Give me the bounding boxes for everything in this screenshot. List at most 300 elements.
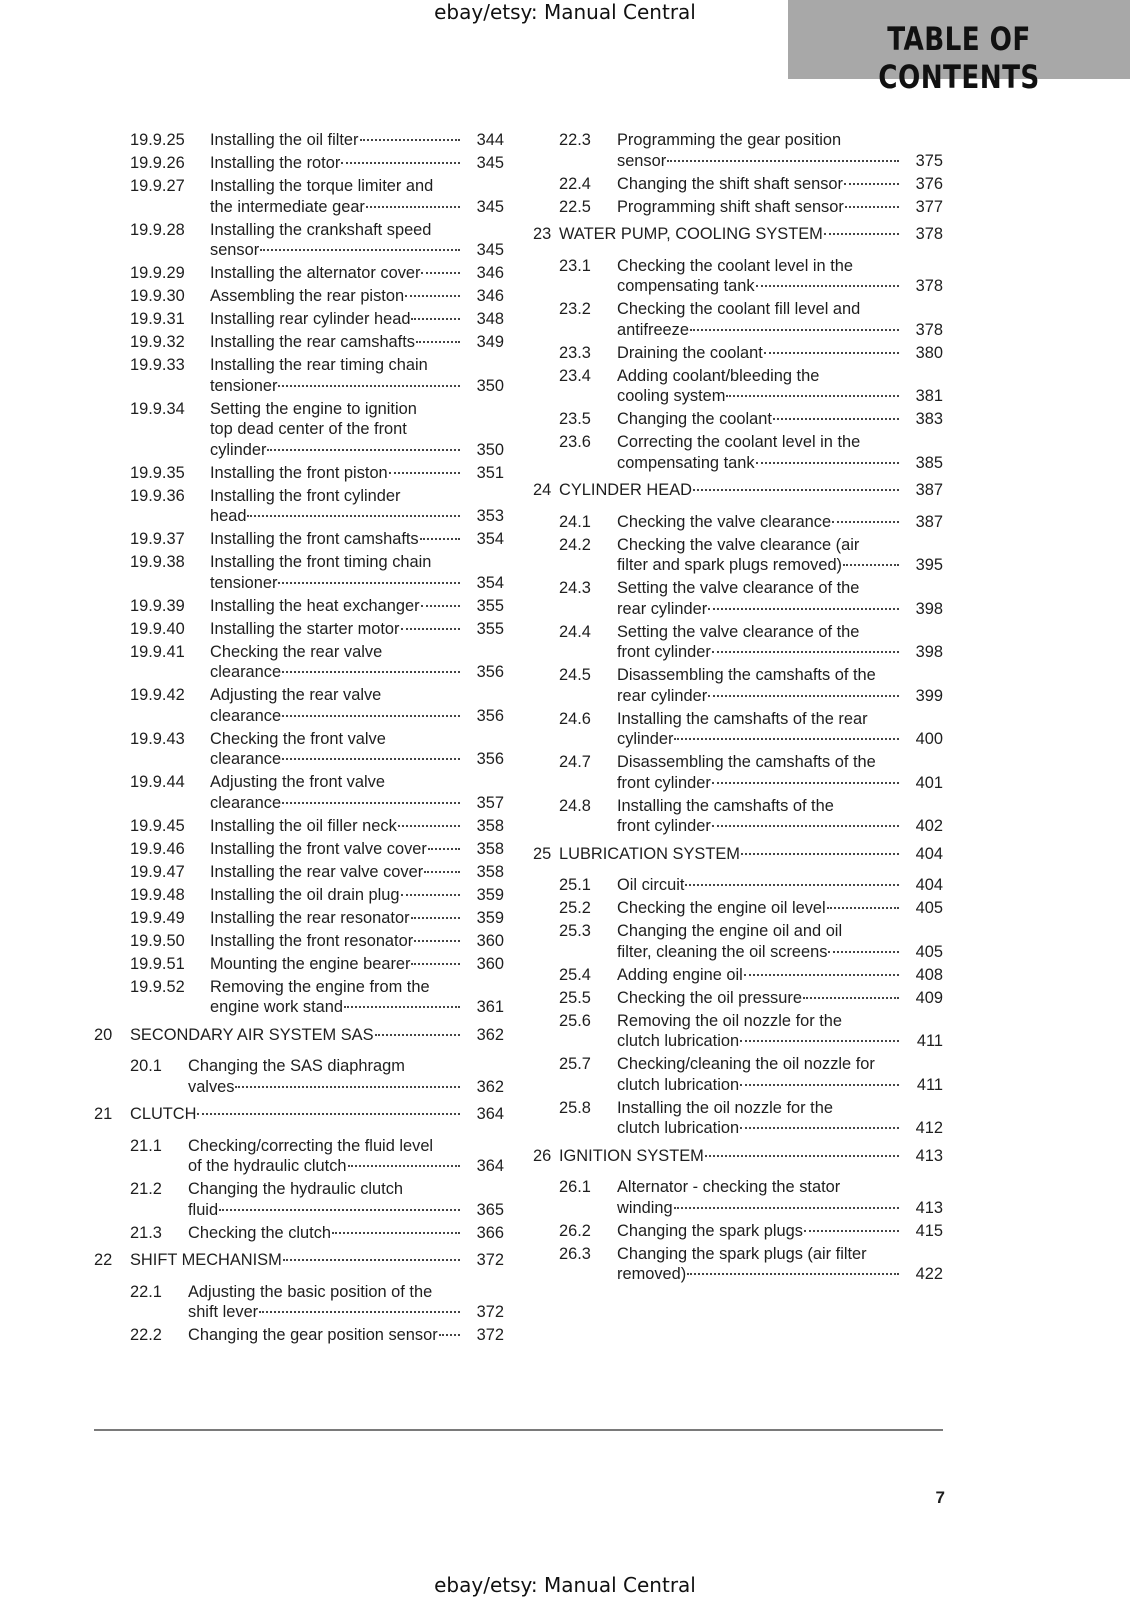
toc-entry[interactable] xyxy=(94,954,504,975)
toc-entry-page: 345 xyxy=(476,197,504,216)
toc-entry-number: 19.9.29 xyxy=(130,264,185,282)
toc-entry-title-text: front cylinder xyxy=(617,643,711,661)
toc-entry[interactable] xyxy=(533,875,943,896)
dot-leader xyxy=(282,758,460,760)
toc-entry-page: 387 xyxy=(915,512,943,531)
dot-leader xyxy=(282,802,460,804)
toc-entry-title-line: Installing the torque limiter and xyxy=(210,177,434,195)
toc-entry-title-line xyxy=(617,729,903,750)
toc-entry-page: 402 xyxy=(915,817,943,835)
dot-leader xyxy=(744,974,899,976)
dot-leader xyxy=(764,352,899,354)
toc-entry-title-line xyxy=(210,440,464,461)
toc-entry[interactable] xyxy=(533,512,943,533)
toc-entry-title-text: CYLINDER HEAD xyxy=(559,481,692,499)
toc-entry-number: 19.9.45 xyxy=(130,816,185,835)
toc-entry-page: 344 xyxy=(476,131,504,149)
dot-leader xyxy=(674,738,899,740)
toc-entry-page: 372 xyxy=(476,1326,504,1344)
toc-entry-title-line: top dead center of the front xyxy=(210,420,407,438)
toc-entry-title-text: Installing the oil filler neck xyxy=(210,816,397,835)
toc-entry-title-line: Programming the gear position xyxy=(617,131,842,149)
toc-entry[interactable] xyxy=(533,174,943,195)
toc-entry-title-line xyxy=(559,1146,903,1167)
dot-leader xyxy=(804,1230,899,1232)
toc-entry[interactable] xyxy=(94,642,504,683)
toc-entry-number: 19.9.25 xyxy=(130,131,185,149)
toc-entry[interactable] xyxy=(94,220,504,261)
toc-entry-title-line: Adjusting the basic position of the xyxy=(188,1282,433,1301)
toc-entry-number: 19.9.36 xyxy=(130,486,185,505)
toc-entry-title-text: compensating tank xyxy=(617,277,755,295)
toc-entry-title-line xyxy=(210,332,464,353)
toc-entry[interactable] xyxy=(94,1223,504,1244)
toc-entry-title-line xyxy=(210,619,464,640)
toc-entry[interactable] xyxy=(94,130,504,151)
toc-entry[interactable] xyxy=(94,263,504,284)
toc-entry-title-text: head xyxy=(210,507,247,525)
toc-entry[interactable] xyxy=(94,355,504,396)
dot-leader xyxy=(828,951,899,953)
toc-entry-title-text: Installing the front camshafts xyxy=(210,530,419,548)
toc-entry-title-line: Checking the front valve xyxy=(210,729,386,748)
toc-entry-title-line xyxy=(617,875,903,896)
toc-entry-number: 19.9.52 xyxy=(130,977,185,996)
dot-leader xyxy=(401,628,461,630)
toc-entry-page: 376 xyxy=(915,174,943,193)
toc-entry[interactable] xyxy=(533,343,943,364)
toc-entry-title-text: Installing the oil drain plug xyxy=(210,885,400,904)
toc-entry[interactable] xyxy=(533,1177,943,1218)
toc-entry-number: 24 xyxy=(533,481,552,499)
toc-entry-title-line xyxy=(617,988,903,1009)
dot-leader xyxy=(674,1207,899,1209)
toc-entry-number: 23.1 xyxy=(559,256,591,275)
toc-entry[interactable] xyxy=(533,622,943,663)
toc-entry-title-text: compensating tank xyxy=(617,453,755,472)
toc-entry-number: 19.9.31 xyxy=(130,310,185,328)
toc-entry-page: 399 xyxy=(915,686,943,705)
toc-entry[interactable] xyxy=(94,153,504,174)
toc-entry-title-text: valves xyxy=(188,1077,235,1096)
toc-entry-title-text: Installing the heat exchanger xyxy=(210,596,420,615)
dot-leader xyxy=(421,272,460,274)
toc-entry-title-line xyxy=(188,1223,464,1244)
toc-entry-title-line xyxy=(617,1118,903,1139)
toc-entry-title-text: Changing the shift shaft sensor xyxy=(617,174,843,193)
toc-entry-title-line xyxy=(210,506,464,527)
dot-leader xyxy=(219,1209,460,1211)
dot-leader xyxy=(740,1127,899,1129)
dot-leader xyxy=(420,538,460,540)
toc-entry-title-text: WATER PUMP, COOLING SYSTEM xyxy=(559,225,823,243)
dot-leader xyxy=(366,206,460,208)
toc-entry[interactable] xyxy=(94,1179,504,1220)
toc-entry-title-text: shift lever xyxy=(188,1303,259,1321)
toc-entry-page: 405 xyxy=(915,899,943,917)
toc-entry-title-text: Installing the front piston xyxy=(210,463,388,482)
toc-entry[interactable] xyxy=(94,332,504,353)
toc-entry-number: 26.3 xyxy=(559,1244,591,1263)
toc-entry-number: 23.3 xyxy=(559,343,591,362)
toc-entry[interactable] xyxy=(94,685,504,726)
toc-entry-title-text: SHIFT MECHANISM xyxy=(130,1251,282,1269)
toc-entry-title-text: rear cylinder xyxy=(617,686,708,705)
toc-entry-page: 356 xyxy=(476,663,504,681)
toc-entry-title-text: IGNITION SYSTEM xyxy=(559,1146,704,1165)
toc-entry[interactable] xyxy=(533,796,943,837)
toc-entry-title-text: Installing the rear valve cover xyxy=(210,862,424,881)
toc-entry-number: 19.9.39 xyxy=(130,596,185,615)
toc-entry-title-text: tensioner xyxy=(210,573,278,592)
dot-leader xyxy=(197,1113,460,1115)
toc-entry-page: 408 xyxy=(915,965,943,984)
dot-leader xyxy=(424,871,460,873)
dot-leader xyxy=(690,329,899,331)
toc-entry[interactable] xyxy=(94,486,504,527)
dot-leader xyxy=(278,385,460,387)
toc-entry-page: 378 xyxy=(915,320,943,339)
toc-entry-title-text: Changing the gear position sensor xyxy=(188,1326,438,1344)
toc-entry-title-line xyxy=(210,816,464,837)
toc-entry-title-line: Changing the SAS diaphragm xyxy=(188,1057,405,1075)
toc-entry-page: 350 xyxy=(476,440,504,459)
toc-entry-number: 23.4 xyxy=(559,366,591,385)
toc-chapter[interactable] xyxy=(94,1025,504,1046)
toc-entry-title-text: Installing the rear resonator xyxy=(210,908,410,927)
toc-entry-number: 22 xyxy=(94,1251,113,1269)
page-number: 7 xyxy=(935,1488,945,1507)
toc-entry[interactable] xyxy=(533,1011,943,1052)
toc-entry-number: 22.4 xyxy=(559,174,591,193)
toc-entry-title-line xyxy=(210,263,464,284)
toc-entry-title-text: Draining the coolant xyxy=(617,343,763,362)
toc-entry-title-text: clutch lubrication xyxy=(617,1119,740,1137)
toc-entry-title-line xyxy=(210,376,464,397)
toc-entry-number: 22.1 xyxy=(130,1282,162,1301)
toc-entry-title-line xyxy=(617,773,903,794)
toc-entry-title-line xyxy=(210,793,464,814)
dot-leader xyxy=(235,1086,460,1088)
toc-entry-number: 24.4 xyxy=(559,622,591,641)
toc-entry-number: 22.2 xyxy=(130,1326,162,1344)
toc-entry-title-text: SECONDARY AIR SYSTEM SAS xyxy=(130,1025,374,1044)
dot-leader xyxy=(685,884,899,886)
toc-entry-page: 356 xyxy=(476,706,504,725)
toc-entry-page: 345 xyxy=(476,154,504,172)
toc-entry[interactable] xyxy=(94,862,504,883)
toc-entry-number: 21 xyxy=(94,1105,113,1123)
toc-entry-number: 24.2 xyxy=(559,535,591,554)
toc-entry[interactable] xyxy=(94,1056,504,1097)
toc-entry-title-line xyxy=(559,844,903,865)
toc-entry-title-text: front cylinder xyxy=(617,773,711,792)
toc-entry-number: 19.9.28 xyxy=(130,220,185,239)
toc-entry-title-text: clearance xyxy=(210,793,282,812)
toc-entry-title-text: tensioner xyxy=(210,376,278,395)
toc-entry-number: 26.1 xyxy=(559,1178,591,1196)
toc-entry-title-line xyxy=(210,954,464,975)
toc-entry[interactable] xyxy=(533,1221,943,1242)
toc-entry[interactable] xyxy=(94,931,504,952)
toc-entry-title-text: Oil circuit xyxy=(617,876,685,894)
toc-entry-number: 20 xyxy=(94,1025,113,1044)
toc-entry-number: 23.2 xyxy=(559,300,591,318)
toc-entry-page: 411 xyxy=(916,1075,943,1094)
toc-entry[interactable] xyxy=(533,256,943,297)
toc-entry[interactable] xyxy=(94,176,504,217)
toc-entry[interactable] xyxy=(533,535,943,576)
toc-entry-number: 25.4 xyxy=(559,965,591,984)
toc-entry[interactable] xyxy=(94,885,504,906)
toc-entry-title-text: sensor xyxy=(617,151,667,170)
toc-entry-number: 25.3 xyxy=(559,922,591,940)
toc-entry[interactable] xyxy=(94,399,504,461)
toc-entry-number: 19.9.32 xyxy=(130,333,185,351)
dot-leader xyxy=(282,671,460,673)
dot-leader xyxy=(712,782,899,784)
dot-leader xyxy=(832,521,899,523)
toc-entry-title-line xyxy=(130,1250,464,1271)
toc-entry-title-line: Checking the coolant level in the xyxy=(617,256,853,275)
toc-entry-page: 422 xyxy=(915,1265,943,1283)
dot-leader xyxy=(332,1232,460,1234)
toc-entry-page: 346 xyxy=(476,264,504,282)
toc-entry-number: 19.9.30 xyxy=(130,287,185,305)
toc-entry[interactable] xyxy=(94,908,504,929)
toc-entry-title-line: Installing the front cylinder xyxy=(210,486,401,505)
toc-entry[interactable] xyxy=(533,197,943,218)
toc-entry-title-line xyxy=(210,662,464,683)
toc-entry-title-line: Setting the valve clearance of the xyxy=(617,579,860,597)
toc-entry-title-line: Installing the oil nozzle for the xyxy=(617,1098,833,1117)
dot-leader xyxy=(348,1165,460,1167)
toc-entry[interactable] xyxy=(94,596,504,617)
toc-entry[interactable] xyxy=(533,432,943,473)
dot-leader xyxy=(259,1311,460,1313)
toc-entry-page: 360 xyxy=(476,954,504,973)
toc-entry[interactable] xyxy=(533,665,943,706)
toc-entry-title-line xyxy=(617,599,903,620)
toc-chapter[interactable] xyxy=(533,480,943,501)
toc-entry-page: 359 xyxy=(476,885,504,904)
toc-entry-title-text: Checking the valve clearance xyxy=(617,512,832,531)
dot-leader xyxy=(414,940,460,942)
toc-entry-page: 378 xyxy=(915,277,943,295)
toc-entry[interactable] xyxy=(94,1282,504,1323)
toc-entry[interactable] xyxy=(94,309,504,330)
toc-entry-page: 350 xyxy=(476,376,504,395)
toc-entry-title-line xyxy=(617,453,903,474)
toc-entry[interactable] xyxy=(533,1054,943,1095)
toc-entry-title-line xyxy=(210,862,464,883)
toc-entry-title-line: Checking/correcting the fluid level xyxy=(188,1136,434,1155)
toc-entry[interactable] xyxy=(533,409,943,430)
toc-entry-title-line xyxy=(617,816,903,837)
toc-entry-title-text: Checking the oil pressure xyxy=(617,988,802,1007)
dot-leader xyxy=(687,1273,899,1275)
toc-entry-page: 358 xyxy=(476,862,504,881)
toc-entry[interactable] xyxy=(94,619,504,640)
toc-entry[interactable] xyxy=(533,709,943,750)
toc-entry[interactable] xyxy=(94,463,504,484)
toc-entry[interactable] xyxy=(533,921,943,962)
toc-entry-title-line xyxy=(188,1200,464,1221)
dot-leader xyxy=(360,139,460,141)
toc-entry-title-line xyxy=(210,931,464,952)
toc-entry-title-line xyxy=(617,1075,903,1096)
dot-leader xyxy=(278,582,460,584)
watermark-top: ebay/etsy: Manual Central xyxy=(434,0,696,24)
toc-entry-title-text: filter, cleaning the oil screens xyxy=(617,942,828,961)
toc-entry-title-text: engine work stand xyxy=(210,998,344,1016)
toc-entry-title-line xyxy=(130,1025,464,1046)
toc-entry-title-line: Checking the rear valve xyxy=(210,642,383,661)
toc-entry-title-line xyxy=(210,130,464,151)
toc-entry[interactable] xyxy=(533,299,943,340)
toc-entry[interactable] xyxy=(533,1244,943,1285)
toc-entry-title-line xyxy=(617,512,903,533)
toc-entry-page: 366 xyxy=(476,1223,504,1242)
toc-entry-number: 19.9.41 xyxy=(130,642,185,661)
toc-entry-title-line: Checking the valve clearance (air xyxy=(617,535,860,554)
toc-entry-page: 354 xyxy=(476,530,504,548)
toc-entry[interactable] xyxy=(94,1136,504,1177)
toc-entry-page: 349 xyxy=(476,333,504,351)
toc-entry-number: 19.9.50 xyxy=(130,931,185,950)
toc-chapter[interactable] xyxy=(533,1146,943,1167)
toc-entry-page: 380 xyxy=(915,343,943,362)
toc-entry-page: 401 xyxy=(915,773,943,792)
toc-entry-title-text: winding xyxy=(617,1198,673,1217)
toc-entry[interactable] xyxy=(94,529,504,550)
dot-leader xyxy=(341,162,460,164)
toc-right-column xyxy=(533,130,943,1287)
toc-chapter[interactable] xyxy=(94,1250,504,1271)
dot-leader xyxy=(803,997,899,999)
toc-entry-title-line xyxy=(210,997,464,1018)
toc-entry-page: 345 xyxy=(476,241,504,259)
toc-entry-title-line: Installing the camshafts of the xyxy=(617,796,834,815)
toc-entry-page: 346 xyxy=(476,287,504,305)
toc-entry-number: 19.9.43 xyxy=(130,729,185,748)
toc-entry[interactable] xyxy=(94,816,504,837)
dot-leader xyxy=(405,295,460,297)
toc-entry-page: 358 xyxy=(476,839,504,858)
toc-entry[interactable] xyxy=(533,965,943,986)
toc-entry-title-line xyxy=(210,197,464,218)
toc-entry-title-line xyxy=(210,908,464,929)
toc-entry-page: 360 xyxy=(476,931,504,950)
toc-entry-title-line: Correcting the coolant level in the xyxy=(617,433,861,451)
dot-leader xyxy=(267,449,460,451)
toc-entry[interactable] xyxy=(533,752,943,793)
toc-entry[interactable] xyxy=(533,578,943,619)
dot-leader xyxy=(705,1155,899,1157)
toc-entry-title-line: Checking the coolant fill level and xyxy=(617,300,861,318)
toc-entry[interactable] xyxy=(94,839,504,860)
toc-entry-title-text: Adding engine oil xyxy=(617,965,743,984)
toc-entry-title-line xyxy=(617,1221,903,1242)
dot-leader xyxy=(845,206,899,208)
toc-entry-title-line xyxy=(188,1077,464,1098)
toc-entry-title-line xyxy=(188,1325,464,1346)
toc-entry-title-line: Installing the front timing chain xyxy=(210,553,432,571)
toc-entry-title-text: Installing the starter motor xyxy=(210,619,400,638)
dot-leader xyxy=(712,651,899,653)
toc-entry-page: 404 xyxy=(915,876,943,894)
toc-entry-title-line: Changing the hydraulic clutch xyxy=(188,1180,404,1198)
toc-entry-number: 19.9.26 xyxy=(130,154,185,172)
toc-entry[interactable] xyxy=(94,772,504,813)
toc-entry-number: 19.9.51 xyxy=(130,954,185,973)
toc-chapter[interactable] xyxy=(94,1104,504,1125)
toc-entry-title-line xyxy=(617,320,903,341)
toc-entry-page: 362 xyxy=(476,1025,504,1044)
toc-entry-title-line xyxy=(617,386,903,407)
toc-entry-title-text: cooling system xyxy=(617,387,726,405)
toc-entry-title-text: Changing the spark plugs xyxy=(617,1221,803,1240)
toc-entry-title-text: rear cylinder xyxy=(617,599,708,618)
toc-entry[interactable] xyxy=(533,898,943,919)
toc-entry[interactable] xyxy=(94,286,504,307)
toc-entry-number: 25 xyxy=(533,844,552,863)
toc-entry-title-line xyxy=(617,343,903,364)
toc-entry-title-text: Checking the engine oil level xyxy=(617,899,826,917)
toc-entry-number: 25.8 xyxy=(559,1098,591,1117)
toc-entry[interactable] xyxy=(533,988,943,1009)
toc-entry-page: 353 xyxy=(476,507,504,525)
dot-leader xyxy=(741,853,899,855)
toc-entry-number: 25.1 xyxy=(559,876,591,894)
toc-entry[interactable] xyxy=(533,366,943,407)
toc-entry-number: 19.9.35 xyxy=(130,463,185,482)
toc-entry-title-line: Removing the engine from the xyxy=(210,977,430,996)
toc-entry[interactable] xyxy=(533,130,943,171)
toc-entry-page: 378 xyxy=(915,225,943,243)
toc-entry[interactable] xyxy=(94,977,504,1018)
dot-leader xyxy=(421,605,460,607)
toc-entry-title-text: of the hydraulic clutch xyxy=(188,1157,347,1175)
toc-entry-title-text: front cylinder xyxy=(617,817,711,835)
toc-entry-title-text: Mounting the engine bearer xyxy=(210,954,411,973)
toc-entry[interactable] xyxy=(94,729,504,770)
dot-leader xyxy=(726,395,899,397)
toc-entry[interactable] xyxy=(94,552,504,593)
toc-entry[interactable] xyxy=(94,1325,504,1346)
dot-leader xyxy=(708,608,899,610)
toc-entry-title-text: clearance xyxy=(210,663,282,681)
toc-entry-number: 19.9.34 xyxy=(130,399,185,418)
toc-chapter[interactable] xyxy=(533,224,943,245)
toc-entry-page: 383 xyxy=(915,410,943,428)
toc-entry-title-line: Alternator - checking the stator xyxy=(617,1178,841,1196)
toc-entry-number: 25.7 xyxy=(559,1055,591,1073)
toc-entry-number: 20.1 xyxy=(130,1057,162,1075)
toc-entry-title-line xyxy=(210,463,464,484)
toc-entry[interactable] xyxy=(533,1098,943,1139)
dot-leader xyxy=(708,695,899,697)
toc-entry-title-line xyxy=(559,480,903,501)
toc-entry-title-line xyxy=(617,197,903,218)
toc-entry-title-line xyxy=(188,1302,464,1323)
toc-left-column xyxy=(94,130,504,1348)
toc-entry-title-line xyxy=(617,151,903,172)
toc-entry-title-line xyxy=(210,573,464,594)
toc-entry-title-text: the intermediate gear xyxy=(210,197,365,216)
dot-leader xyxy=(712,825,899,827)
toc-chapter[interactable] xyxy=(533,844,943,865)
